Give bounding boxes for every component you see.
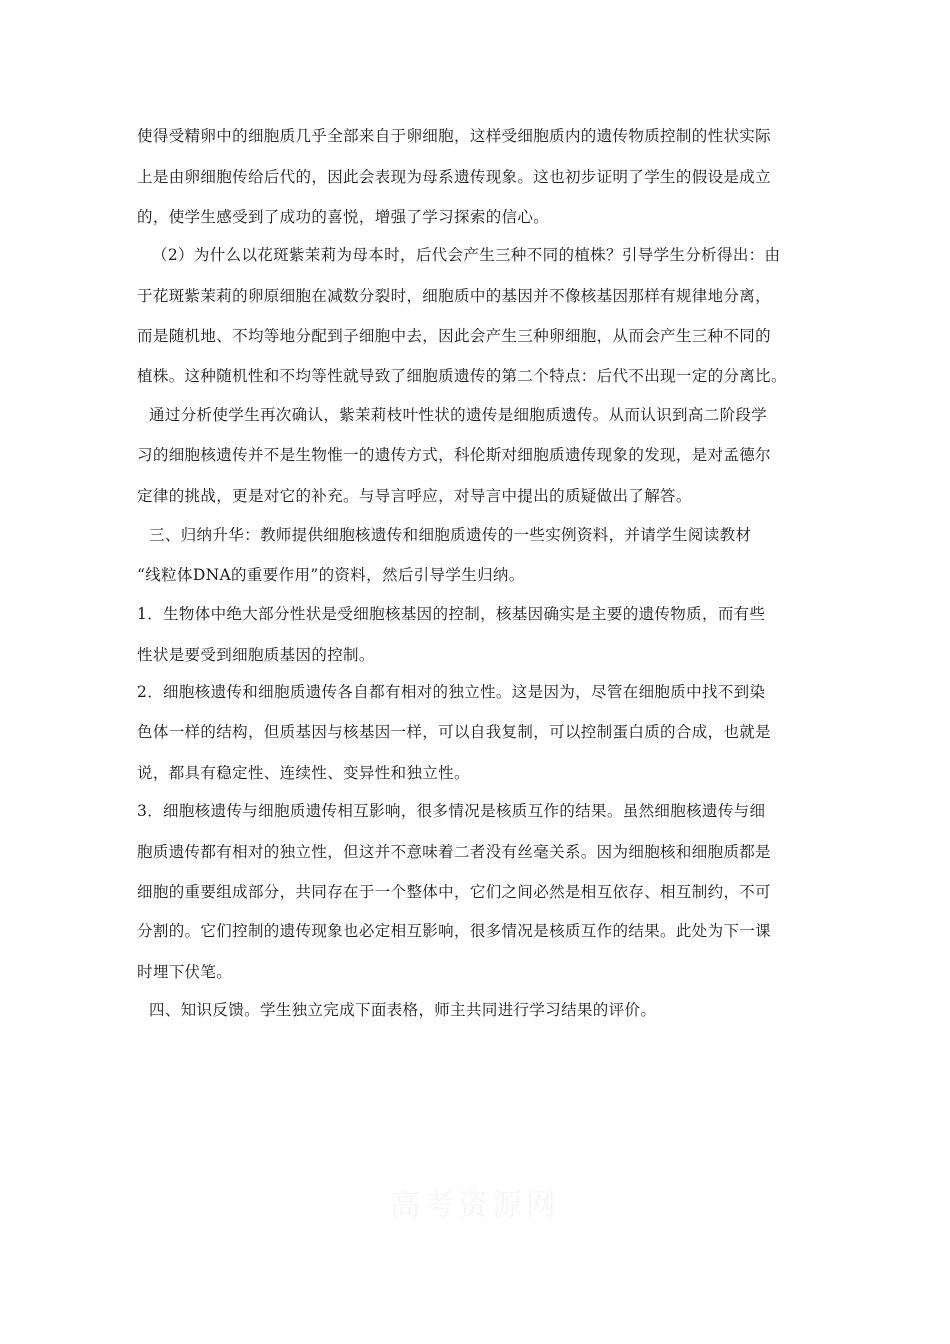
text-line: 而是随机地、不均等地分配到子细胞中去，因此会产生三种卵细胞，从而会产生三种不同的 <box>137 327 772 345</box>
text-line: 2．细胞核遗传和细胞质遗传各自都有相对的独立性。这是因为，尽管在细胞质中找不到染 <box>137 683 766 701</box>
text-line: 于花斑紫茉莉的卵原细胞在减数分裂时，细胞质中的基因并不像核基因那样有规律地分离， <box>137 287 772 305</box>
text-line: 通过分析使学生再次确认，紫茉莉枝叶性状的遗传是细胞质遗传。从而认识到高二阶段学 <box>149 406 768 424</box>
text-line: 细胞的重要组成部分，共同存在于一个整体中，它们之间必然是相互依存、相互制约，不可 <box>137 883 772 901</box>
text-line: 习的细胞核遗传并不是生物惟一的遗传方式，科伦斯对细胞质遗传现象的发现，是对孟德尔 <box>137 446 772 464</box>
text-line: 性状是要受到细胞质基因的控制。 <box>137 646 375 664</box>
text-line: 植株。这种随机性和不均等性就导致了细胞质遗传的第二个特点：后代不出现一定的分离比。 <box>137 367 787 385</box>
text-line: “线粒体DNA的重要作用”的资料，然后引导学生归纳。 <box>137 566 525 584</box>
text-line: 色体一样的结构，但质基因与核基因一样，可以自我复制，可以控制蛋白质的合成，也就是 <box>137 723 772 741</box>
text-line: 的，使学生感受到了成功的喜悦，增强了学习探索的信心。 <box>137 208 550 226</box>
watermark: 高考资源网 <box>390 1188 560 1223</box>
text-line: 胞质遗传都有相对的独立性，但这并不意味着二者没有丝毫关系。因为细胞核和细胞质都是 <box>137 843 772 861</box>
text-line: 三、归纳升华：教师提供细胞核遗传和细胞质遗传的一些实例资料，并请学生阅读教材 <box>149 526 752 544</box>
text-line: 1．生物体中绝大部分性状是受细胞核基因的控制，核基因确实是主要的遗传物质，而有些 <box>137 605 766 623</box>
text-line: 时埋下伏笔。 <box>137 963 233 981</box>
text-line: 3．细胞核遗传与细胞质遗传相互影响，很多情况是核质互作的结果。虽然细胞核遗传与细 <box>137 802 766 820</box>
text-line: 使得受精卵中的细胞质几乎全部来自于卵细胞，这样受细胞质内的遗传物质控制的性状实际 <box>137 127 772 145</box>
text-line: 说，都具有稳定性、连续性、变异性和独立性。 <box>137 764 470 782</box>
text-line: 上是由卵细胞传给后代的，因此会表现为母系遗传现象。这也初步证明了学生的假设是成立 <box>137 168 772 186</box>
text-line: 分割的。它们控制的遗传现象也必定相互影响，很多情况是核质互作的结果。此处为下一课 <box>137 922 772 940</box>
text-line: 定律的挑战，更是对它的补充。与导言呼应，对导言中提出的质疑做出了解答。 <box>137 487 692 505</box>
text-line: （2）为什么以花斑紫茉莉为母本时，后代会产生三种不同的植株？引导学生分析得出：由 <box>152 246 781 264</box>
text-line: 四、知识反馈。学生独立完成下面表格，师主共同进行学习结果的评价。 <box>149 1001 657 1019</box>
